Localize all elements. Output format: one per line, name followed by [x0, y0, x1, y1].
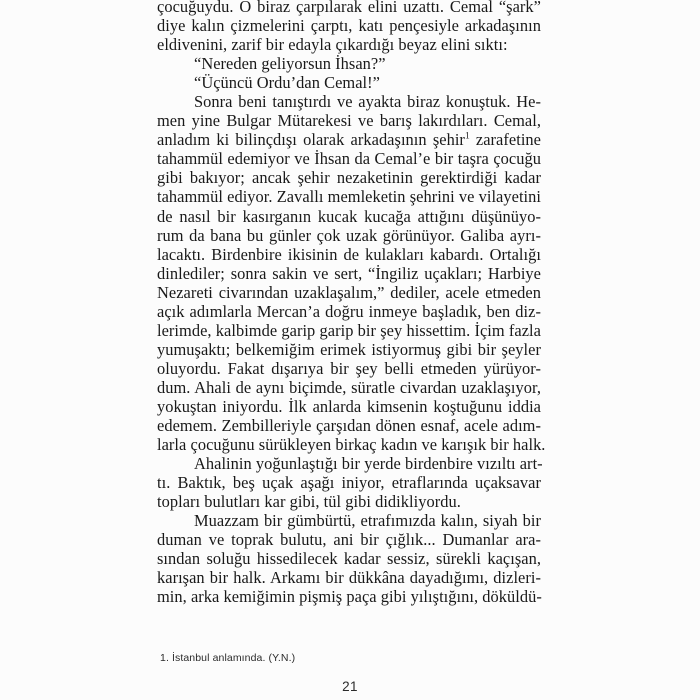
text-line: de nasıl bir kasırganın kucak kucağa attığını düşünüyo- [157, 206, 541, 226]
text-line: min, arka kemiğimin pişmiş paça gibi yılıştığını, döküldü- [157, 587, 542, 607]
text-line: diye kalın çizmelerini çarptı, katı pençesiyle arkadaşının [157, 16, 541, 36]
text-line: dinlediler; sonra sakin ve sert, “İngiliz uçakları; Harbiye [157, 263, 541, 283]
text-line: tahammül edemiyor ve İhsan da Cemal’e bir taşra çocuğu [157, 149, 541, 169]
text-line: sından soluğu hissedilecek kadar sessiz, sürekli kaçışan, [157, 549, 541, 569]
text-line: edemem. Zembilleriyle çarşıdan dönen esnaf, acele adım- [157, 416, 541, 436]
footnote-text: 1. İstanbul anlamında. (Y.N.) [160, 652, 296, 664]
text-line: larla çocuğunu sürükleyen birkaç kadın ve karışık bir halk. [157, 435, 546, 455]
body-text-block [157, 0, 546, 607]
page-number: 21 [342, 679, 358, 694]
text-line-part-after: zarafetine [469, 130, 541, 150]
paragraph-first-line: Sonra beni tanıştırdı ve ayakta biraz konuştuk. He- [194, 92, 541, 112]
text-line: topları bulutları kar gibi, tül gibi didikliyordu. [157, 492, 461, 512]
text-line-part: anladım ki bilinçdışı olarak arkadaşının şehir [157, 130, 465, 150]
paragraph-first-line: Ahalinin yoğunlaştığı bir yerde birdenbire vızıltı art- [194, 454, 543, 474]
text-line: lacaktı. Birdenbire ikisinin de kulakları kabardı. Ortalığı [157, 244, 541, 264]
text-line: rum da bana bu günler çok uzak görünüyor. Galiba ayrı- [157, 225, 541, 245]
text-line: oluyordu. Fakat dışarıya bir şey belli etmeden yürüyor- [157, 358, 541, 378]
text-line: tı. Baktık, beş uçak aşağı iniyor, etraflarında uçaksavar [157, 473, 541, 493]
paragraph-first-line: Muazzam bir gümbürtü, etrafımızda kalın, siyah bir [194, 511, 541, 531]
text-line: yokuştan iniyordu. İlk anlarda kimsenin koştuğunu iddia [157, 396, 541, 416]
text-line: men yine Bulgar Mütarekesi ve barış lakırdıları. Cemal, [157, 111, 541, 131]
text-line: gibi bakıyor; ancak şehir nezaketinin gerektirdiği kadar [157, 168, 541, 188]
footnote-marker: 1 [464, 131, 470, 142]
text-line: açık adımlarla Mercan’a doğru inmeye başladık, ben diz- [157, 301, 541, 321]
text-line: dum. Ahali de aynı biçimde, süratle civardan uzaklaşıyor, [157, 377, 541, 397]
text-line: duman ve toprak bulutu, ani bir çığlık... Dumanlar ara- [157, 530, 541, 550]
text-line: lerimde, kalbimde garip garip bir şey hissettim. İçim fazla [157, 320, 541, 340]
text-line: karışan bir halk. Arkamı bir dükkâna dayadığımı, dizleri- [157, 568, 541, 588]
footnote-block [160, 652, 544, 665]
dialogue-line: “Üçüncü Ordu’dan Cemal!” [194, 73, 380, 93]
text-line: eldivenini, zarif bir edayla çıkardığı beyaz elini sıktı: [157, 35, 508, 55]
text-line: yumuşaktı; belkemiğim erimek istiyormuş gibi bir şeyler [157, 339, 541, 359]
page-number-container [0, 678, 700, 696]
text-line-with-footnote-marker [157, 130, 541, 149]
text-line: tahammül ediyor. Zavallı memleketin şehrini ve vilayetini [157, 187, 541, 207]
dialogue-line: “Nereden geliyorsun İhsan?” [194, 54, 386, 74]
text-line: Nezareti civarından uzaklaşalım,” dediler, acele etmeden [157, 282, 541, 302]
text-line: çocuğuydu. O biraz çarpılarak elini uzattı. Cemal “şark” [157, 0, 541, 16]
